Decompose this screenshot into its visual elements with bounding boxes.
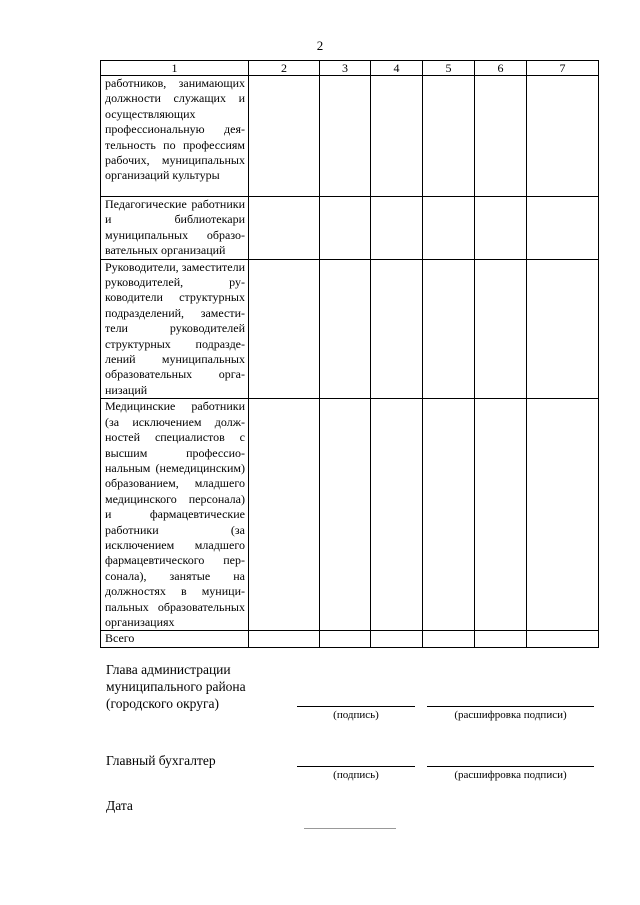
table-row-managers	[101, 259, 599, 399]
table-row-medical-workers	[101, 399, 599, 631]
head-signature-line	[297, 706, 415, 707]
table-cell	[423, 259, 475, 399]
row-category: Педагогические работники и библиотекари муниципальных образовательных организаций	[101, 197, 249, 260]
report-table	[100, 60, 599, 648]
table-cell	[475, 259, 527, 399]
accountant-decoding-caption: (расшифровка подписи)	[454, 769, 567, 781]
accountant-decoding-line	[427, 766, 594, 767]
table-cell	[249, 399, 320, 631]
head-decoding-line	[427, 706, 594, 707]
row-category: Медицинские работники (за исключением должностей специалистов с высшим профессиональным (немедицинским) образованием, младшего медицинского персонала) и фармацевтические работники (за исключением младшего фармацевтического персонала), занятые на должностях в муниципальных образовательных организациях	[101, 399, 249, 631]
table-cell	[423, 631, 475, 647]
table-cell	[371, 631, 423, 647]
head-decoding-caption: (расшифровка подписи)	[454, 709, 567, 721]
table-cell	[320, 399, 371, 631]
table-cell	[475, 399, 527, 631]
row-category: работников, занимающих должности служащих и осуществляющих профессиональную деятельность по профессиям рабочих, муниципальных организаций культуры	[101, 76, 249, 197]
table-cell	[249, 631, 320, 647]
table-cell	[320, 631, 371, 647]
head-signature-caption: (подпись)	[333, 709, 379, 721]
column-header-4: 4	[371, 61, 423, 76]
row-category: Руководители, заместители руководителей, руководители структурных подразделений, заместители руководителей структурных подразделений муниципальных образовательных организаций	[101, 259, 249, 399]
date-label: Дата	[106, 798, 133, 813]
column-header-6: 6	[475, 61, 527, 76]
column-header-1: 1	[101, 61, 249, 76]
footer-divider	[304, 828, 396, 829]
table-cell	[527, 631, 599, 647]
table-cell	[320, 197, 371, 260]
table-cell	[249, 76, 320, 197]
row-category: Всего	[101, 631, 249, 647]
column-header-2: 2	[249, 61, 320, 76]
column-header-5: 5	[423, 61, 475, 76]
table-row-total	[101, 631, 599, 647]
page-number: 2	[316, 38, 324, 53]
accountant-signature-line	[297, 766, 415, 767]
table-cell	[423, 197, 475, 260]
table-cell	[423, 399, 475, 631]
head-signature-label: Глава администрации муниципального района (городского округа)	[106, 662, 246, 711]
table-cell	[320, 76, 371, 197]
column-header-7: 7	[527, 61, 599, 76]
table-row-culture-workers	[101, 76, 599, 197]
table-cell	[371, 259, 423, 399]
table-cell	[527, 197, 599, 260]
table-row-pedagogical-workers	[101, 197, 599, 260]
accountant-signature-label: Главный бухгалтер	[106, 753, 216, 768]
table-cell	[371, 76, 423, 197]
table-cell	[371, 197, 423, 260]
table-cell	[249, 259, 320, 399]
table-cell	[475, 76, 527, 197]
table-header-row	[101, 61, 599, 76]
accountant-signature-caption: (подпись)	[333, 769, 379, 781]
table-cell	[527, 399, 599, 631]
table-cell	[423, 76, 475, 197]
table-cell	[320, 259, 371, 399]
table-cell	[475, 631, 527, 647]
table-cell	[475, 197, 527, 260]
table-cell	[249, 197, 320, 260]
table-cell	[527, 76, 599, 197]
table-cell	[527, 259, 599, 399]
table-cell	[371, 399, 423, 631]
column-header-3: 3	[320, 61, 371, 76]
